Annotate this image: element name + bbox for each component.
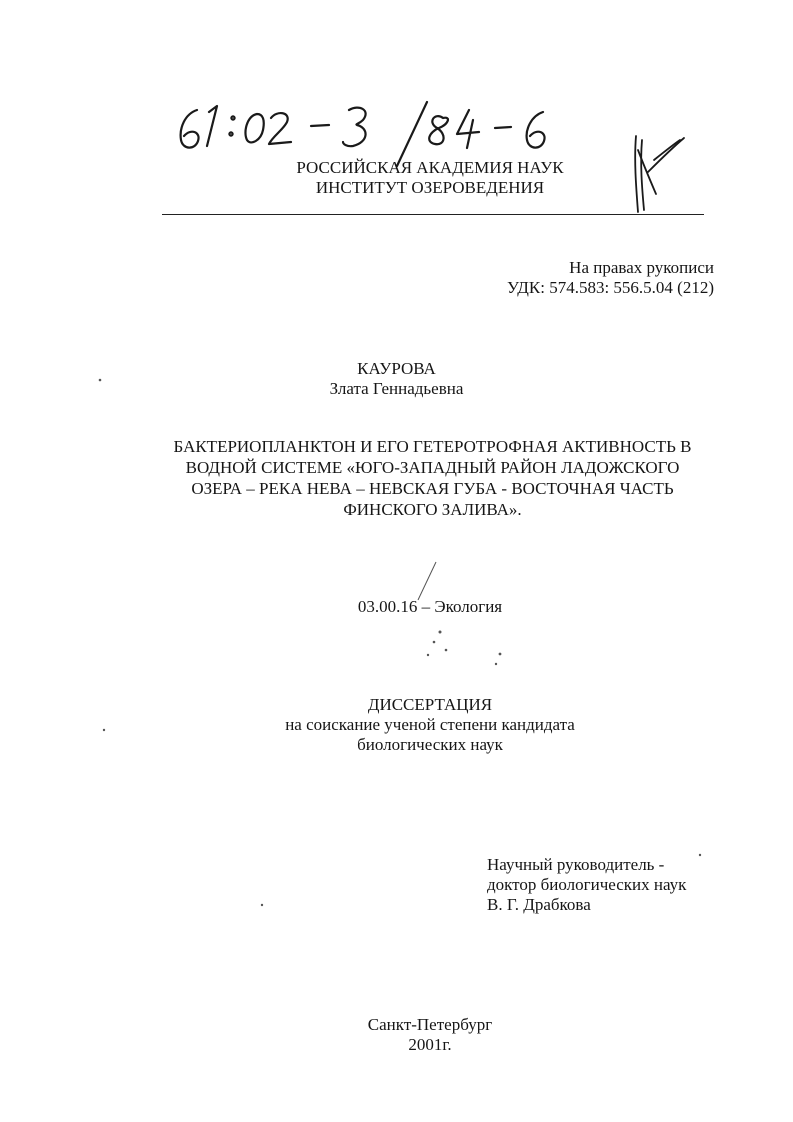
organization-line-1: РОССИЙСКАЯ АКАДЕМИЯ НАУК — [296, 158, 564, 177]
supervisor-role: Научный руководитель - — [487, 855, 665, 874]
city: Санкт-Петербург — [367, 1015, 493, 1034]
header-divider — [162, 214, 704, 215]
supervisor-degree: доктор биологических наук — [487, 875, 687, 894]
title-line: ВОДНОЙ СИСТЕМЕ «ЮГО-ЗАПАДНЫЙ РАЙОН ЛАДОЖСКОГО — [185, 458, 680, 477]
degree-line-2: биологических наук — [357, 735, 503, 754]
specialty-code: 03.00.16 – Экология — [357, 597, 503, 616]
manuscript-rights: На правах рукописи — [569, 258, 714, 277]
author-block — [100, 359, 693, 399]
dissertation-block — [230, 695, 630, 755]
dissertation-title — [150, 436, 715, 520]
year: 2001г. — [408, 1035, 452, 1054]
degree-line-1: на соискание ученой степени кандидата — [285, 715, 575, 734]
udc-code: УДК: 574.583: 556.5.04 (212) — [506, 278, 714, 297]
author-surname: КАУРОВА — [357, 359, 436, 378]
dissertation-heading: ДИССЕРТАЦИЯ — [367, 695, 493, 714]
title-line: БАКТЕРИОПЛАНКТОН И ЕГО ГЕТЕРОТРОФНАЯ АКТИВНОСТЬ В — [173, 437, 692, 456]
place-year-block — [230, 1015, 630, 1055]
title-line: ФИНСКОГО ЗАЛИВА». — [343, 500, 522, 519]
organization-line-2: ИНСТИТУТ ОЗЕРОВЕДЕНИЯ — [315, 178, 545, 197]
supervisor-name: В. Г. Драбкова — [487, 895, 591, 914]
signature-mark — [620, 120, 700, 220]
title-line: ОЗЕРА – РЕКА НЕВА – НЕВСКАЯ ГУБА - ВОСТОЧНАЯ ЧАСТЬ — [191, 479, 674, 498]
manuscript-rights-block — [507, 258, 714, 298]
supervisor-block — [487, 855, 686, 915]
organization-name — [230, 158, 630, 198]
author-given-name: Злата Геннадьевна — [329, 379, 464, 398]
